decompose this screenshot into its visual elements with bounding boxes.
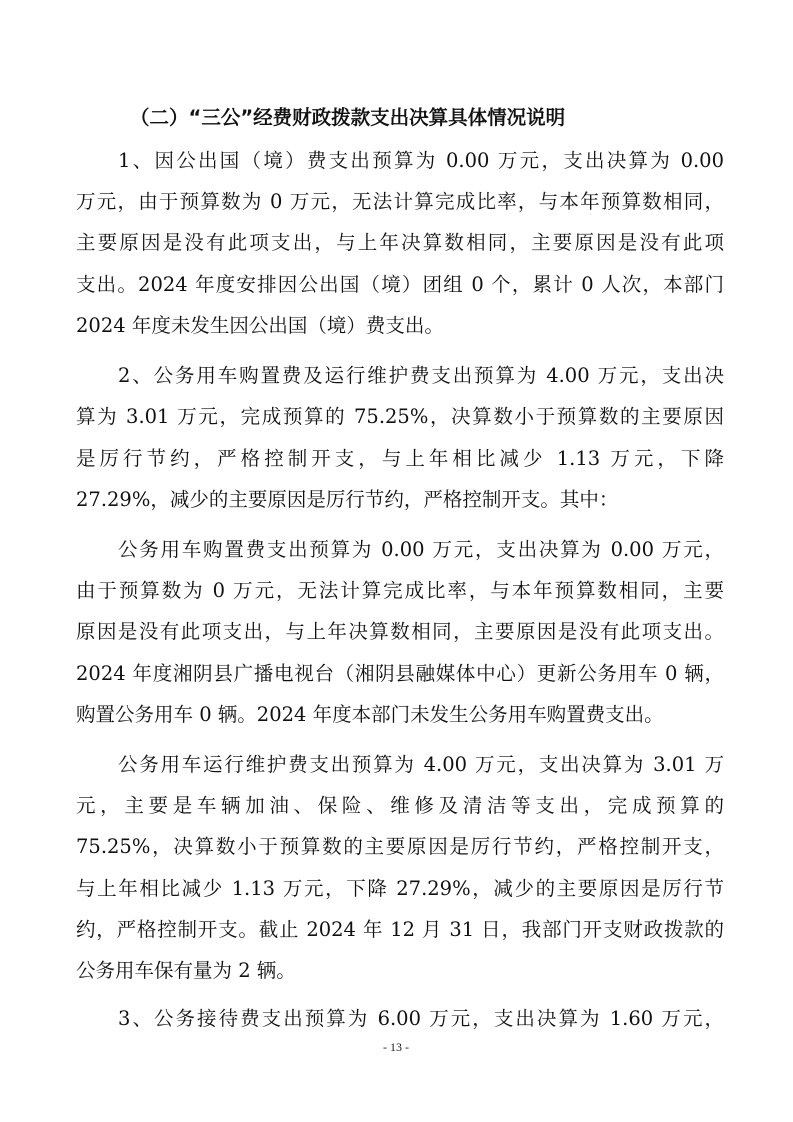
paragraph-line: 公务用车购置费支出预算为 0.00 万元，支出决算为 0.00 万元， xyxy=(118,538,724,561)
paragraph-line: 公务用车保有量为 2 辆。 xyxy=(76,959,296,982)
paragraph-line: 购置公务用车 0 辆。2024 年度本部门未发生公务用车购置费支出。 xyxy=(76,703,664,726)
paragraph-line: 原因是没有此项支出，与上年决算数相同，主要原因是没有此项支出。 xyxy=(76,620,724,643)
paragraph-line: 算为 3.01 万元，完成预算的 75.25%，决算数小于预算数的主要原因 xyxy=(76,405,724,428)
paragraph-line: 主要原因是没有此项支出，与上年决算数相同，主要原因是没有此项 xyxy=(76,231,724,254)
section-heading: （二）“三公”经费财政拨款支出决算具体情况说明 xyxy=(130,106,566,129)
paragraph-line: 1、因公出国（境）费支出预算为 0.00 万元，支出决算为 0.00 xyxy=(118,149,724,172)
page-number: - 13 - xyxy=(383,1040,409,1054)
paragraph-line: 与上年相比减少 1.13 万元，下降 27.29%，减少的主要原因是厉行节 xyxy=(76,877,724,900)
paragraph-line: 2024 年度湘阴县广播电视台（湘阴县融媒体中心）更新公务用车 0 辆， xyxy=(76,662,724,685)
paragraph-line: 27.29%，减少的主要原因是厉行节约，严格控制开支。其中： xyxy=(76,488,619,511)
paragraph-line: 由于预算数为 0 万元，无法计算完成比率，与本年预算数相同，主要 xyxy=(76,579,724,602)
paragraph-line: 3、公务接待费支出预算为 6.00 万元，支出决算为 1.60 万元， xyxy=(118,1007,724,1030)
paragraph-line: 是厉行节约，严格控制开支，与上年相比减少 1.13 万元，下降 xyxy=(76,447,724,470)
paragraph-line: 75.25%，决算数小于预算数的主要原因是厉行节约，严格控制开支， xyxy=(76,835,724,858)
paragraph-line: 约，严格控制开支。截止 2024 年 12 月 31 日，我部门开支财政拨款的 xyxy=(76,918,724,941)
paragraph-line: 万元，由于预算数为 0 万元，无法计算完成比率，与本年预算数相同， xyxy=(76,190,724,213)
paragraph-line: 公务用车运行维护费支出预算为 4.00 万元，支出决算为 3.01 万 xyxy=(118,753,724,776)
paragraph-line: 元，主要是车辆加油、保险、维修及清洁等支出，完成预算的 xyxy=(76,794,724,817)
paragraph-line: 支出。2024 年度安排因公出国（境）团组 0 个，累计 0 人次，本部门 xyxy=(76,273,724,296)
paragraph-line: 2024 年度未发生因公出国（境）费支出。 xyxy=(76,314,444,337)
paragraph-line: 2、公务用车购置费及运行维护费支出预算为 4.00 万元，支出决 xyxy=(118,364,724,387)
